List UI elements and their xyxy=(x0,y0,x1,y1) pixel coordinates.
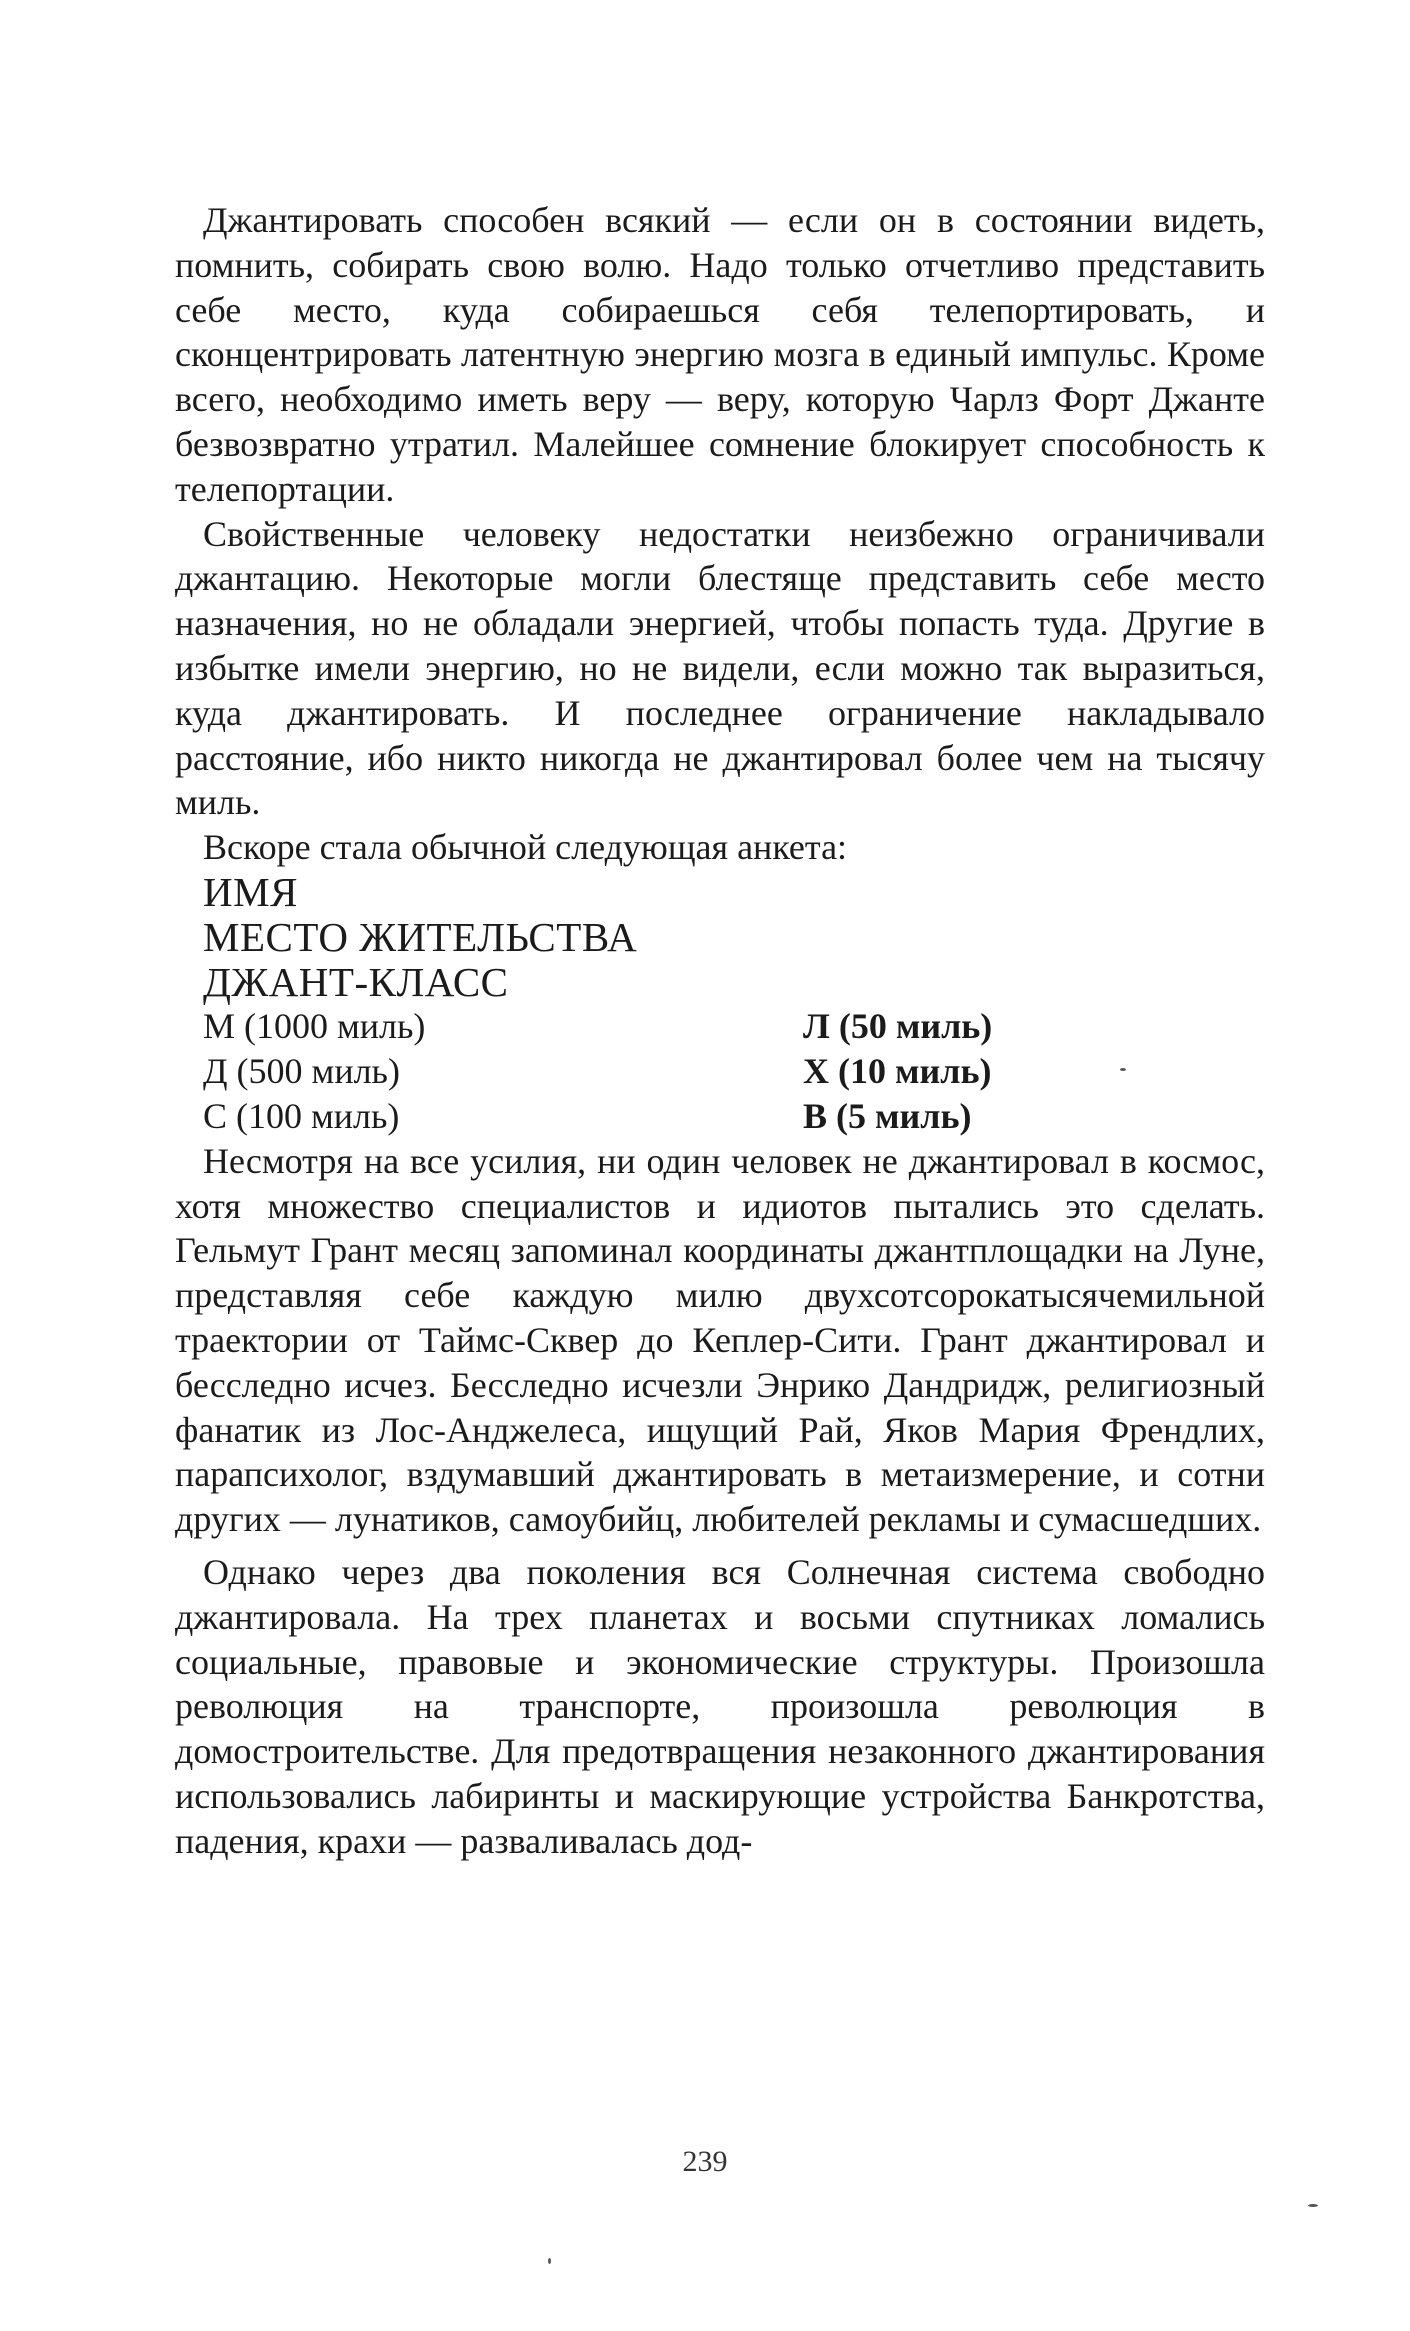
jaunte-form xyxy=(175,870,1265,1139)
class-entry: Х (10 миль) xyxy=(803,1051,992,1092)
paragraph-jaunting-ability: Джантировать способен всякий — если он в состоянии видеть, помнить, собирать свою волю. Надо только отчетливо представить себе место, куда собираешься себя телепортировать, и сконцентрировать латентную энергию мозга в единый импульс. Кроме всего, необходимо иметь веру — веру, которую Чарлз Форт Джанте безвозвратно утратил. Малейшее сомнение блокирует способность к телепортации. xyxy=(175,200,1265,509)
class-entry: Л (50 миль) xyxy=(803,1006,993,1047)
page-number: 239 xyxy=(682,2145,728,2178)
scan-speck xyxy=(548,2258,551,2264)
scan-speck xyxy=(1120,1068,1126,1071)
class-entry: Д (500 миль) xyxy=(203,1051,400,1092)
jaunte-class-table xyxy=(175,1004,1265,1138)
scan-speck xyxy=(1308,2204,1318,2207)
class-entry: В (5 миль) xyxy=(803,1095,972,1136)
form-field-residence: МЕСТО ЖИТЕЛЬСТВА xyxy=(203,913,638,960)
form-field-name: ИМЯ xyxy=(203,868,298,915)
class-entry: М (1000 миль) xyxy=(203,1006,426,1047)
paragraph-form-intro: Вскоре стала обычной следующая анкета: xyxy=(203,827,848,868)
class-entry: С (100 миль) xyxy=(203,1095,400,1136)
paragraph-two-generations: Однако через два поколения вся Солнечная система свободно джантировала. На трех планетах и восьми спутниках ломались социальные, правовые и экономические структуры. Произошла революция на транспорте, произошла революция в домостроительстве. Для предотвращения незаконного джантирования использовались лабиринты и маскирующие устройства Банкротства, падения, крахи — разваливалась дод- xyxy=(175,1551,1265,1861)
paragraph-space-attempts: Несмотря на все усилия, ни один человек не джантировал в космос, хотя множество специалистов и идиотов пытались это сделать. Гельмут Грант месяц запоминал координаты джантплощадки на Луне, представляя себе каждую милю двухсотсорокатысячемильной траектории от Таймс-Сквер до Кеплер-Сити. Грант джантировал и бесследно исчез. Бесследно исчезли Энрико Дандридж, религиозный фанатик из Лос-Анджелеса, ищущий Рай, Яков Мария Френдлих, парапсихолог, вздумавший джантировать в метаизмерение, и сотни других — лунатиков, самоубийц, любителей рекламы и сумасшедших. xyxy=(175,1140,1265,1540)
form-field-class: ДЖАНТ-КЛАСС xyxy=(203,958,509,1005)
paragraph-gap xyxy=(175,1542,1265,1550)
paragraph-human-limits: Свойственные человеку недостатки неизбежно ограничивали джантацию. Некоторые могли блестяще представить себе место назначения, но не обладали энергией, чтобы попасть туда. Другие в избытке имели энергию, но не видели, если можно так выразиться, куда джантировать. И последнее ограничение накладывало расстояние, ибо никто никогда не джантировал более чем на тысячу миль. xyxy=(175,513,1265,823)
book-page xyxy=(175,198,1265,1863)
